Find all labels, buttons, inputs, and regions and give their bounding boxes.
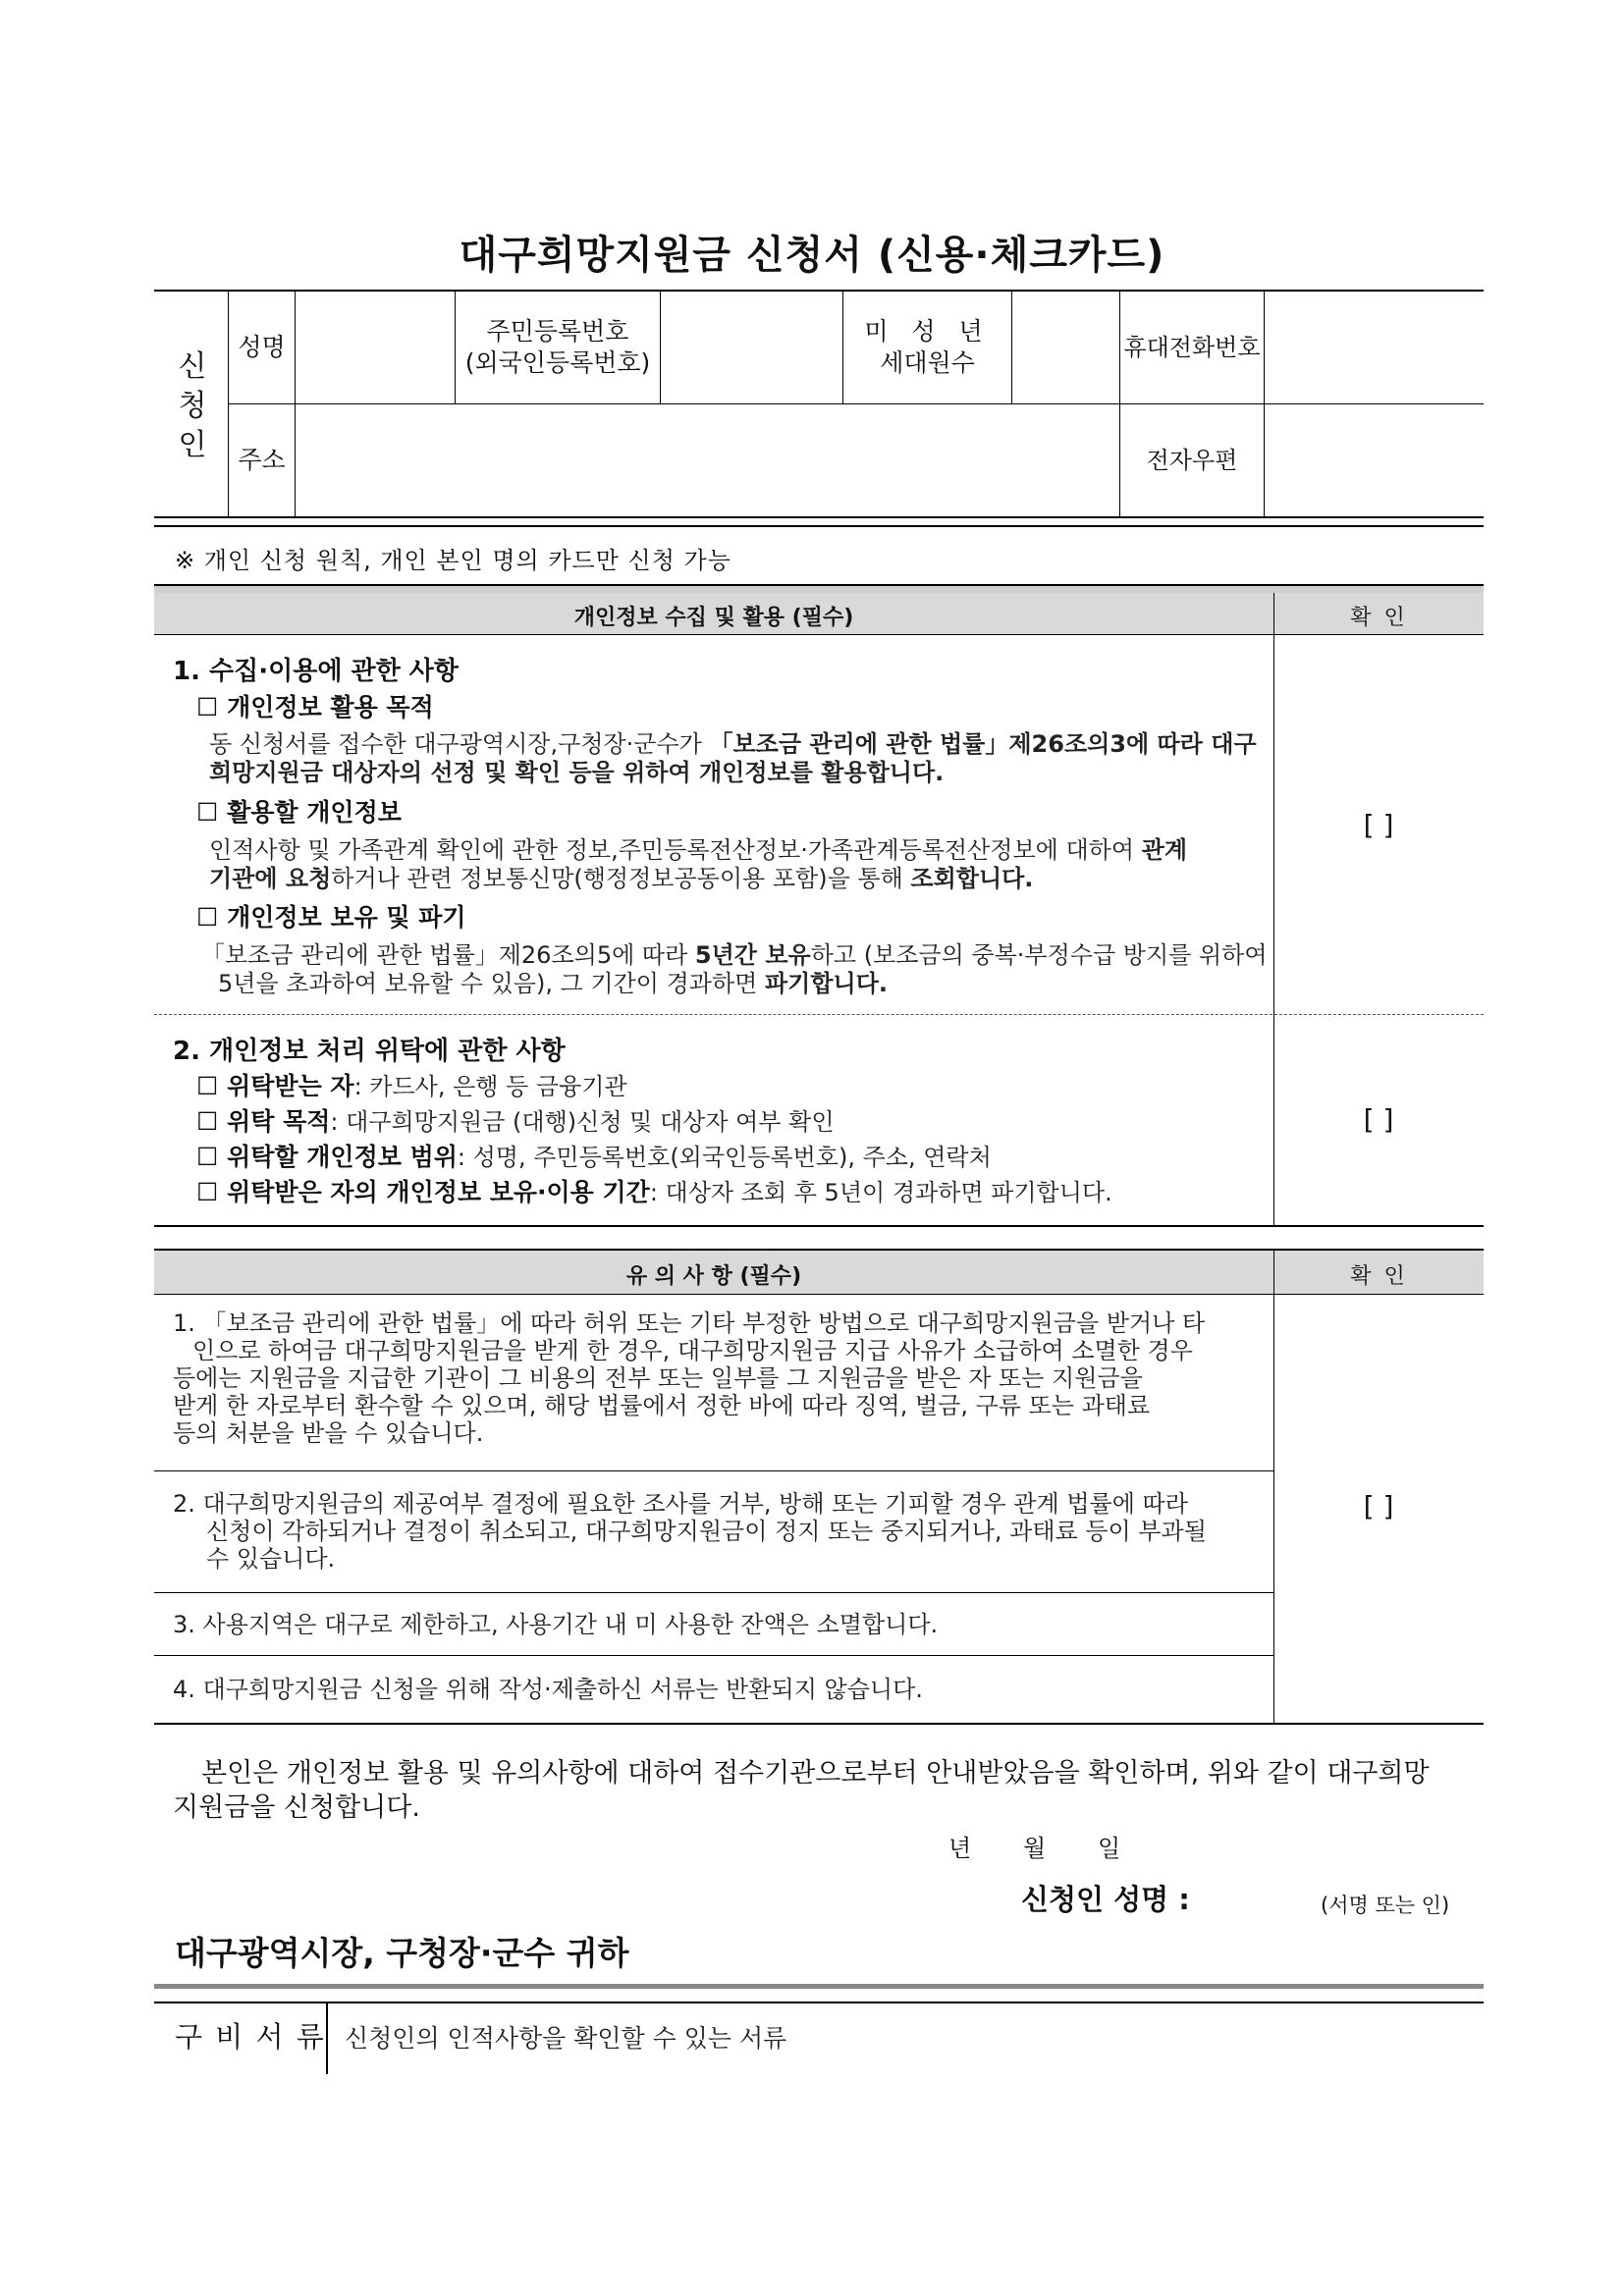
rrn-label-line1: 주민등록번호 [486, 317, 629, 346]
privacy-s2-title: 2. 개인정보 처리 위탁에 관한 사항 [173, 1037, 566, 1066]
sign-hint: (서명 또는 인) [1321, 1894, 1450, 1917]
signer-label: 신청인 성명 : [1021, 1883, 1190, 1916]
declaration-line2: 지원금을 신청합니다. [173, 1792, 420, 1823]
caution-item2-line2: 신청이 각하되거나 결정이 취소되고, 대구희망지원금이 정지 또는 중지되거나, 과태료 등이 부과될 [206, 1518, 1207, 1545]
caution-confirm-header: 확 인 [1350, 1264, 1408, 1289]
privacy-keep-line2 [218, 970, 888, 998]
rrn-label [456, 292, 660, 403]
caution-item1-line3: 등에는 지원금을 지급한 기관이 그 비용의 전부 또는 일부를 그 지원금을 받은 자 또는 지원금을 [173, 1364, 1143, 1392]
email-label: 전자우편 [1146, 447, 1238, 474]
keep-text-b: 5년간 보유 [694, 941, 811, 969]
address-field[interactable] [296, 404, 1119, 516]
applicant-label-text: 신청인 [178, 349, 207, 462]
privacy-s2-confirm-checkbox[interactable]: [ ] [1363, 1103, 1394, 1136]
address-label: 주소 [238, 446, 286, 474]
privacy-s1-title: 1. 수집·이용에 관한 사항 [173, 657, 460, 686]
minor-label-line2: 세대원수 [880, 348, 975, 377]
rrn-field[interactable] [661, 292, 842, 403]
privacy-header: 개인정보 수집 및 활용 (필수) [573, 606, 854, 630]
privacy-purpose-title: ☐ 개인정보 활용 목적 [196, 693, 434, 721]
caution-item1-line5: 등의 처분을 받을 수 있습니다. [173, 1419, 484, 1447]
caution-item4: 4. 대구희망지원금 신청을 위해 작성·제출하신 서류는 반환되지 않습니다. [173, 1676, 923, 1703]
caution-header: 유 의 사 항 (필수) [625, 1264, 802, 1289]
keep-text-e: 파기합니다. [764, 970, 889, 997]
privacy-info-title: ☐ 활용할 개인정보 [196, 798, 402, 827]
date-day-label: 일 [1098, 1835, 1121, 1862]
privacy-s2-row2 [196, 1105, 835, 1139]
s2-row4-value: : 대상자 조회 후 5년이 경과하면 파기합니다. [649, 1179, 1112, 1206]
attachments-label: 구 비 서 류 [175, 2020, 326, 2054]
name-field[interactable] [296, 292, 455, 403]
privacy-confirm-header: 확 인 [1350, 606, 1408, 630]
privacy-s1-confirm-checkbox[interactable]: [ ] [1363, 809, 1394, 841]
declaration-line1: 본인은 개인정보 활용 및 유의사항에 대하여 접수기관으로부터 안내받았음을 확인하며, 위와 같이 대구희망 [201, 1758, 1430, 1789]
caution-item1-line4: 받게 한 자로부터 환수할 수 있으며, 해당 법률에서 정한 바에 따라 징역, 벌금, 구류 또는 과태료 [173, 1392, 1151, 1419]
privacy-purpose-line1 [209, 730, 1257, 759]
privacy-keep-line1 [201, 941, 1268, 970]
info-text-a: 인적사항 및 가족관계 확인에 관한 정보,주민등록전산정보·가족관계등록전산정보에 대하여 [209, 836, 1142, 864]
info-text-c: 기관에 요청 [209, 865, 332, 892]
s2-row2-label: ☐ 위탁 목적 [196, 1107, 331, 1136]
email-field[interactable] [1265, 404, 1484, 516]
minor-count-field[interactable] [1012, 292, 1119, 403]
keep-text-a: 「보조금 관리에 관한 법률」제26조의5에 따라 [201, 941, 695, 969]
caution-confirm-checkbox[interactable]: [ ] [1363, 1490, 1394, 1522]
keep-text-d: 5년을 초과하여 보유할 수 있음), 그 기간이 경과하면 [218, 970, 765, 997]
info-text-b: 관계 [1141, 836, 1188, 864]
individual-notice: ※ 개인 신청 원칙, 개인 본인 명의 카드만 신청 가능 [175, 547, 731, 574]
s2-row1-label: ☐ 위탁받는 자 [196, 1072, 354, 1100]
s2-row1-value: : 카드사, 은행 등 금융기관 [353, 1073, 627, 1100]
privacy-info-line1 [209, 836, 1187, 865]
caution-item1-line1: 1. 「보조금 관리에 관한 법률」에 따라 허위 또는 기타 부정한 방법으로 대구희망지원금을 받거나 타 [173, 1309, 1206, 1337]
form-title: 대구희망지원금 신청서 (신용·체크카드) [459, 233, 1165, 278]
caution-item1-line2: 인으로 하여금 대구희망지원금을 받게 한 경우, 대구희망지원금 지급 사유가 소급하여 소멸한 경우 [192, 1337, 1193, 1364]
s2-row4-label: ☐ 위탁받은 자의 개인정보 보유·이용 기간 [196, 1178, 650, 1206]
minor-label [843, 292, 1011, 403]
privacy-info-line2 [209, 865, 1033, 893]
purpose-text-a: 동 신청서를 접수한 대구광역시장,구청장·군수가 [209, 730, 710, 758]
s2-row2-value: : 대구희망지원금 (대행)신청 및 대상자 여부 확인 [330, 1108, 835, 1136]
phone-label: 휴대전화번호 [1123, 334, 1261, 361]
addressee: 대구광역시장, 구청장·군수 귀하 [175, 1934, 629, 1972]
date-month-label: 월 [1023, 1835, 1047, 1862]
minor-label-line1: 미 성 년 [864, 317, 991, 346]
caution-item3: 3. 사용지역은 대구로 제한하고, 사용기간 내 미 사용한 잔액은 소멸합니다. [173, 1611, 939, 1638]
caution-item2-line1: 2. 대구희망지원금의 제공여부 결정에 필요한 조사를 거부, 방해 또는 기피할 경우 관계 법률에 따라 [173, 1490, 1188, 1518]
signer-name-field[interactable] [1192, 1881, 1308, 1916]
privacy-keep-title: ☐ 개인정보 보유 및 파기 [196, 903, 466, 932]
applicant-section-label [173, 347, 212, 465]
privacy-purpose-line2: 희망지원금 대상자의 선정 및 확인 등을 위하여 개인정보를 활용합니다. [209, 759, 945, 786]
phone-field[interactable] [1265, 292, 1484, 403]
privacy-s2-row1 [196, 1070, 627, 1103]
date-year-label: 년 [948, 1835, 972, 1862]
s2-row3-label: ☐ 위탁할 개인정보 범위 [196, 1143, 458, 1171]
name-label: 성명 [238, 333, 286, 361]
privacy-s2-row3 [196, 1141, 992, 1174]
info-text-d: 하거나 관련 정보통신망(행정정보공동이용 포함)을 통해 [331, 865, 911, 892]
s2-row3-value: : 성명, 주민등록번호(외국인등록번호), 주소, 연락처 [457, 1144, 992, 1171]
keep-text-c: 하고 (보조금의 중복·부정수급 방지를 위하여 [810, 941, 1268, 969]
caution-item2-line3: 수 있습니다. [206, 1545, 336, 1573]
attachments-value: 신청인의 인적사항을 확인할 수 있는 서류 [345, 2024, 787, 2053]
purpose-text-b: 「보조금 관리에 관한 법률」제26조의3에 따라 대구 [709, 730, 1257, 758]
info-text-e: 조회합니다. [910, 865, 1034, 892]
privacy-s2-row4 [196, 1176, 1112, 1209]
rrn-label-line2: (외국인등록번호) [464, 348, 651, 377]
